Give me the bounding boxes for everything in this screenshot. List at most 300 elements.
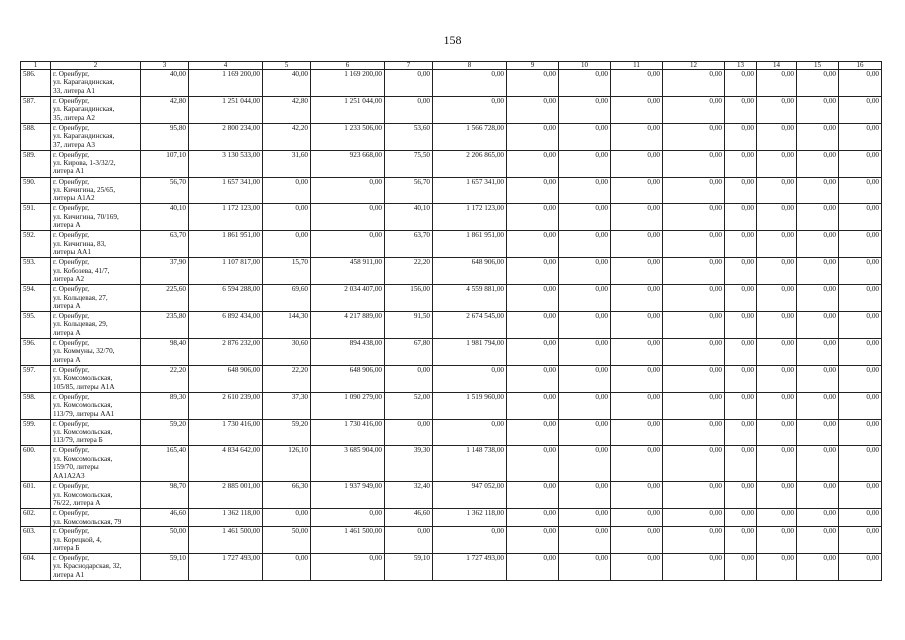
value-cell-col-7: 40,10 [385,204,433,231]
row-number: 593. [21,258,51,285]
value-cell-col-6: 3 685 904,00 [311,446,385,482]
value-cell-col-9: 0,00 [507,446,559,482]
address-line: г. Оренбург, [53,312,90,321]
value-cell-col-9: 0,00 [507,338,559,365]
value-cell-col-3: 59,10 [141,554,189,581]
value-cell-col-8: 2 674 545,00 [433,312,507,339]
address-cell [51,527,141,554]
value-cell-col-8: 0,00 [433,419,507,446]
value-cell-col-13: 0,00 [725,554,757,581]
address-line: 37, литера А3 [53,140,95,149]
value-cell-col-15: 0,00 [797,446,839,482]
table-row [21,527,882,554]
value-cell-col-12: 0,00 [663,204,725,231]
value-cell-col-11: 0,00 [611,509,663,527]
value-cell-col-7: 39,30 [385,446,433,482]
value-cell-col-6: 648 906,00 [311,365,385,392]
value-cell-col-9: 0,00 [507,150,559,177]
address-line: ул. Карагандинская, [53,105,115,114]
value-cell-col-14: 0,00 [757,258,797,285]
value-cell-col-13: 0,00 [725,177,757,204]
value-cell-col-12: 0,00 [663,365,725,392]
address-cell [51,123,141,150]
value-cell-col-3: 89,30 [141,392,189,419]
address-line: АА1А2А3 [53,471,85,480]
value-cell-col-14: 0,00 [757,482,797,509]
address-line: г. Оренбург, [53,392,90,401]
value-cell-col-11: 0,00 [611,312,663,339]
value-cell-col-16: 0,00 [839,392,882,419]
row-number: 588. [21,123,51,150]
address-line: 76/22, литера А [53,499,101,508]
column-header-12: 12 [663,62,725,70]
value-cell-col-11: 0,00 [611,527,663,554]
value-cell-col-5: 31,60 [263,150,311,177]
value-cell-col-15: 0,00 [797,177,839,204]
value-cell-col-16: 0,00 [839,177,882,204]
value-cell-col-16: 0,00 [839,258,882,285]
value-cell-col-16: 0,00 [839,365,882,392]
table-row [21,123,882,150]
column-header-9: 9 [507,62,559,70]
value-cell-col-9: 0,00 [507,365,559,392]
value-cell-col-9: 0,00 [507,70,559,97]
value-cell-col-14: 0,00 [757,285,797,312]
value-cell-col-3: 235,80 [141,312,189,339]
value-cell-col-7: 91,50 [385,312,433,339]
value-cell-col-14: 0,00 [757,312,797,339]
value-cell-col-4: 1 730 416,00 [189,419,263,446]
value-cell-col-11: 0,00 [611,419,663,446]
value-cell-col-6: 1 233 506,00 [311,123,385,150]
value-cell-col-13: 0,00 [725,392,757,419]
value-cell-col-4: 1 362 118,00 [189,509,263,527]
value-cell-col-15: 0,00 [797,554,839,581]
value-cell-col-3: 59,20 [141,419,189,446]
row-number: 586. [21,70,51,97]
value-cell-col-3: 225,60 [141,285,189,312]
value-cell-col-4: 1 172 123,00 [189,204,263,231]
value-cell-col-16: 0,00 [839,96,882,123]
column-header-1: 1 [21,62,51,70]
value-cell-col-15: 0,00 [797,392,839,419]
value-cell-col-16: 0,00 [839,70,882,97]
value-cell-col-11: 0,00 [611,392,663,419]
value-cell-col-10: 0,00 [559,96,611,123]
value-cell-col-16: 0,00 [839,312,882,339]
column-header-8: 8 [433,62,507,70]
column-header-13: 13 [725,62,757,70]
address-line: литеры А1А2 [53,194,95,203]
value-cell-col-9: 0,00 [507,123,559,150]
table-row [21,70,882,97]
value-cell-col-8: 0,00 [433,527,507,554]
value-cell-col-6: 1 730 416,00 [311,419,385,446]
value-cell-col-10: 0,00 [559,123,611,150]
column-number-row [21,62,882,70]
value-cell-col-7: 75,50 [385,150,433,177]
address-cell [51,70,141,97]
value-cell-col-9: 0,00 [507,312,559,339]
value-cell-col-15: 0,00 [797,258,839,285]
value-cell-col-11: 0,00 [611,150,663,177]
value-cell-col-14: 0,00 [757,554,797,581]
value-cell-col-7: 22,20 [385,258,433,285]
table-row [21,177,882,204]
value-cell-col-8: 1 727 493,00 [433,554,507,581]
value-cell-col-10: 0,00 [559,392,611,419]
value-cell-col-10: 0,00 [559,509,611,527]
address-line: г. Оренбург, [53,123,90,132]
address-cell [51,392,141,419]
value-cell-col-9: 0,00 [507,96,559,123]
table-row [21,285,882,312]
table-row [21,365,882,392]
value-cell-col-14: 0,00 [757,509,797,527]
row-number: 592. [21,231,51,258]
value-cell-col-4: 1 727 493,00 [189,554,263,581]
address-line: г. Оренбург, [53,150,90,159]
row-number: 597. [21,365,51,392]
value-cell-col-15: 0,00 [797,123,839,150]
value-cell-col-13: 0,00 [725,419,757,446]
value-cell-col-11: 0,00 [611,338,663,365]
address-line: 35, литера А2 [53,113,95,122]
value-cell-col-11: 0,00 [611,554,663,581]
value-cell-col-3: 107,10 [141,150,189,177]
table-row [21,96,882,123]
address-cell [51,482,141,509]
value-cell-col-12: 0,00 [663,419,725,446]
value-cell-col-12: 0,00 [663,509,725,527]
value-cell-col-12: 0,00 [663,446,725,482]
value-cell-col-16: 0,00 [839,554,882,581]
column-header-4: 4 [189,62,263,70]
address-line: ул. Кольцевая, 29, [53,320,108,329]
value-cell-col-12: 0,00 [663,482,725,509]
column-header-2: 2 [51,62,141,70]
column-header-6: 6 [311,62,385,70]
value-cell-col-10: 0,00 [559,204,611,231]
value-cell-col-15: 0,00 [797,70,839,97]
value-cell-col-15: 0,00 [797,365,839,392]
value-cell-col-15: 0,00 [797,312,839,339]
value-cell-col-11: 0,00 [611,177,663,204]
address-line: ул. Комсомольская, 79 [53,517,122,526]
address-cell [51,96,141,123]
value-cell-col-5: 37,30 [263,392,311,419]
value-cell-col-10: 0,00 [559,419,611,446]
table-row [21,482,882,509]
row-number: 601. [21,482,51,509]
value-cell-col-16: 0,00 [839,231,882,258]
address-line: г. Оренбург, [53,96,90,105]
row-number: 594. [21,285,51,312]
address-line: ул. Кичигина, 25/65, [53,185,116,194]
address-line: 113/79, литеры АА1 [53,409,115,418]
value-cell-col-6: 0,00 [311,509,385,527]
value-cell-col-5: 126,10 [263,446,311,482]
value-cell-col-15: 0,00 [797,527,839,554]
table-row [21,419,882,446]
value-cell-col-7: 63,70 [385,231,433,258]
value-cell-col-13: 0,00 [725,365,757,392]
value-cell-col-8: 1 519 960,00 [433,392,507,419]
table-row [21,150,882,177]
row-number: 596. [21,338,51,365]
value-cell-col-7: 0,00 [385,96,433,123]
value-cell-col-11: 0,00 [611,285,663,312]
value-cell-col-8: 1 172 123,00 [433,204,507,231]
address-line: г. Оренбург, [53,446,90,455]
table-row [21,312,882,339]
table-row [21,554,882,581]
value-cell-col-8: 0,00 [433,70,507,97]
value-cell-col-15: 0,00 [797,419,839,446]
value-cell-col-3: 40,00 [141,70,189,97]
address-line: г. Оренбург, [53,527,90,536]
column-header-16: 16 [839,62,882,70]
value-cell-col-3: 37,90 [141,258,189,285]
value-cell-col-3: 40,10 [141,204,189,231]
value-cell-col-7: 46,60 [385,509,433,527]
value-cell-col-6: 458 911,00 [311,258,385,285]
value-cell-col-5: 69,60 [263,285,311,312]
value-cell-col-10: 0,00 [559,231,611,258]
value-cell-col-13: 0,00 [725,312,757,339]
value-cell-col-7: 56,70 [385,177,433,204]
value-cell-col-5: 40,00 [263,70,311,97]
table-row [21,509,882,527]
value-cell-col-4: 1 169 200,00 [189,70,263,97]
address-line: 159/70, литеры [53,463,99,472]
value-cell-col-6: 0,00 [311,231,385,258]
address-line: литера А [53,355,81,364]
value-cell-col-10: 0,00 [559,554,611,581]
value-cell-col-6: 0,00 [311,204,385,231]
address-line: г. Оренбург, [53,204,90,213]
value-cell-col-16: 0,00 [839,123,882,150]
value-cell-col-9: 0,00 [507,204,559,231]
value-cell-col-13: 0,00 [725,338,757,365]
value-cell-col-7: 67,80 [385,338,433,365]
value-cell-col-13: 0,00 [725,446,757,482]
value-cell-col-4: 3 130 533,00 [189,150,263,177]
address-cell [51,509,141,527]
address-cell [51,312,141,339]
value-cell-col-13: 0,00 [725,231,757,258]
table-row [21,446,882,482]
value-cell-col-4: 4 834 642,00 [189,446,263,482]
value-cell-col-10: 0,00 [559,177,611,204]
value-cell-col-9: 0,00 [507,509,559,527]
value-cell-col-9: 0,00 [507,285,559,312]
value-cell-col-5: 0,00 [263,204,311,231]
value-cell-col-16: 0,00 [839,527,882,554]
value-cell-col-3: 165,40 [141,446,189,482]
address-cell [51,258,141,285]
value-cell-col-11: 0,00 [611,365,663,392]
value-cell-col-9: 0,00 [507,231,559,258]
row-number: 599. [21,419,51,446]
address-line: литеры АА1 [53,248,91,257]
value-cell-col-9: 0,00 [507,527,559,554]
value-cell-col-5: 66,30 [263,482,311,509]
column-header-7: 7 [385,62,433,70]
value-cell-col-7: 0,00 [385,419,433,446]
value-cell-col-6: 923 668,00 [311,150,385,177]
value-cell-col-4: 1 461 500,00 [189,527,263,554]
value-cell-col-16: 0,00 [839,204,882,231]
address-line: литера А [53,221,81,230]
value-cell-col-8: 947 052,00 [433,482,507,509]
value-cell-col-3: 22,20 [141,365,189,392]
address-line: литера А2 [53,275,85,284]
address-line: ул. Комсомольская, [53,490,113,499]
value-cell-col-14: 0,00 [757,204,797,231]
value-cell-col-13: 0,00 [725,123,757,150]
value-cell-col-4: 1 107 817,00 [189,258,263,285]
value-cell-col-5: 42,80 [263,96,311,123]
value-cell-col-6: 1 937 949,00 [311,482,385,509]
value-cell-col-7: 0,00 [385,70,433,97]
value-cell-col-4: 1 861 951,00 [189,231,263,258]
value-cell-col-13: 0,00 [725,96,757,123]
value-cell-col-13: 0,00 [725,258,757,285]
value-cell-col-4: 2 800 234,00 [189,123,263,150]
value-cell-col-5: 0,00 [263,509,311,527]
value-cell-col-9: 0,00 [507,258,559,285]
value-cell-col-16: 0,00 [839,509,882,527]
value-cell-col-6: 1 251 044,00 [311,96,385,123]
value-cell-col-8: 0,00 [433,96,507,123]
value-cell-col-5: 0,00 [263,554,311,581]
address-line: г. Оренбург, [53,419,90,428]
row-number: 589. [21,150,51,177]
column-header-15: 15 [797,62,839,70]
value-cell-col-10: 0,00 [559,258,611,285]
value-cell-col-4: 1 657 341,00 [189,177,263,204]
address-line: 33, литера А1 [53,86,95,95]
value-cell-col-15: 0,00 [797,338,839,365]
value-cell-col-7: 53,60 [385,123,433,150]
value-cell-col-15: 0,00 [797,509,839,527]
address-cell [51,365,141,392]
value-cell-col-14: 0,00 [757,392,797,419]
value-cell-col-16: 0,00 [839,285,882,312]
value-cell-col-6: 4 217 889,00 [311,312,385,339]
address-line: г. Оренбург, [53,554,90,563]
value-cell-col-10: 0,00 [559,446,611,482]
column-header-11: 11 [611,62,663,70]
address-line: ул. Краснодарская, 32, [53,562,122,571]
address-line: 105/85, литеры А1А [53,382,115,391]
address-cell [51,419,141,446]
value-cell-col-8: 1 148 738,00 [433,446,507,482]
value-cell-col-14: 0,00 [757,123,797,150]
value-cell-col-8: 0,00 [433,365,507,392]
value-cell-col-3: 98,40 [141,338,189,365]
value-cell-col-9: 0,00 [507,419,559,446]
register-table [20,61,882,581]
value-cell-col-3: 95,80 [141,123,189,150]
value-cell-col-16: 0,00 [839,482,882,509]
value-cell-col-12: 0,00 [663,392,725,419]
value-cell-col-14: 0,00 [757,231,797,258]
value-cell-col-14: 0,00 [757,446,797,482]
value-cell-col-3: 98,70 [141,482,189,509]
row-number: 587. [21,96,51,123]
value-cell-col-5: 0,00 [263,231,311,258]
address-line: ул. Кичигина, 70/169, [53,212,119,221]
value-cell-col-9: 0,00 [507,177,559,204]
value-cell-col-13: 0,00 [725,482,757,509]
value-cell-col-13: 0,00 [725,285,757,312]
value-cell-col-10: 0,00 [559,150,611,177]
address-line: ул. Комсомольская, [53,454,113,463]
value-cell-col-7: 52,00 [385,392,433,419]
value-cell-col-15: 0,00 [797,231,839,258]
value-cell-col-13: 0,00 [725,527,757,554]
value-cell-col-6: 894 438,00 [311,338,385,365]
value-cell-col-12: 0,00 [663,312,725,339]
address-line: ул. Комсомольская, [53,374,113,383]
value-cell-col-12: 0,00 [663,231,725,258]
page-number: 158 [443,33,462,47]
value-cell-col-7: 0,00 [385,527,433,554]
value-cell-col-7: 0,00 [385,365,433,392]
value-cell-col-8: 1 566 728,00 [433,123,507,150]
value-cell-col-9: 0,00 [507,554,559,581]
row-number: 603. [21,527,51,554]
value-cell-col-8: 648 906,00 [433,258,507,285]
value-cell-col-13: 0,00 [725,70,757,97]
value-cell-col-12: 0,00 [663,527,725,554]
value-cell-col-5: 144,30 [263,312,311,339]
value-cell-col-10: 0,00 [559,338,611,365]
address-line: литера А1 [53,570,85,579]
address-cell [51,204,141,231]
value-cell-col-11: 0,00 [611,96,663,123]
value-cell-col-16: 0,00 [839,419,882,446]
address-cell [51,446,141,482]
value-cell-col-15: 0,00 [797,285,839,312]
address-line: 113/79, литера Б [53,436,103,445]
address-line: ул. Комсомольская, [53,427,113,436]
value-cell-col-3: 63,70 [141,231,189,258]
address-line: ул. Кобозева, 41/7, [53,266,110,275]
column-header-5: 5 [263,62,311,70]
value-cell-col-4: 6 594 288,00 [189,285,263,312]
value-cell-col-14: 0,00 [757,70,797,97]
value-cell-col-8: 1 362 118,00 [433,509,507,527]
address-cell [51,338,141,365]
value-cell-col-15: 0,00 [797,482,839,509]
value-cell-col-12: 0,00 [663,177,725,204]
value-cell-col-15: 0,00 [797,96,839,123]
address-line: литера А1 [53,167,85,176]
address-line: г. Оренбург, [53,482,90,491]
value-cell-col-7: 156,00 [385,285,433,312]
table-row [21,392,882,419]
value-cell-col-6: 0,00 [311,554,385,581]
value-cell-col-11: 0,00 [611,70,663,97]
address-line: г. Оренбург, [53,70,90,78]
address-line: г. Оренбург, [53,177,90,186]
value-cell-col-3: 50,00 [141,527,189,554]
address-cell [51,177,141,204]
value-cell-col-5: 22,20 [263,365,311,392]
